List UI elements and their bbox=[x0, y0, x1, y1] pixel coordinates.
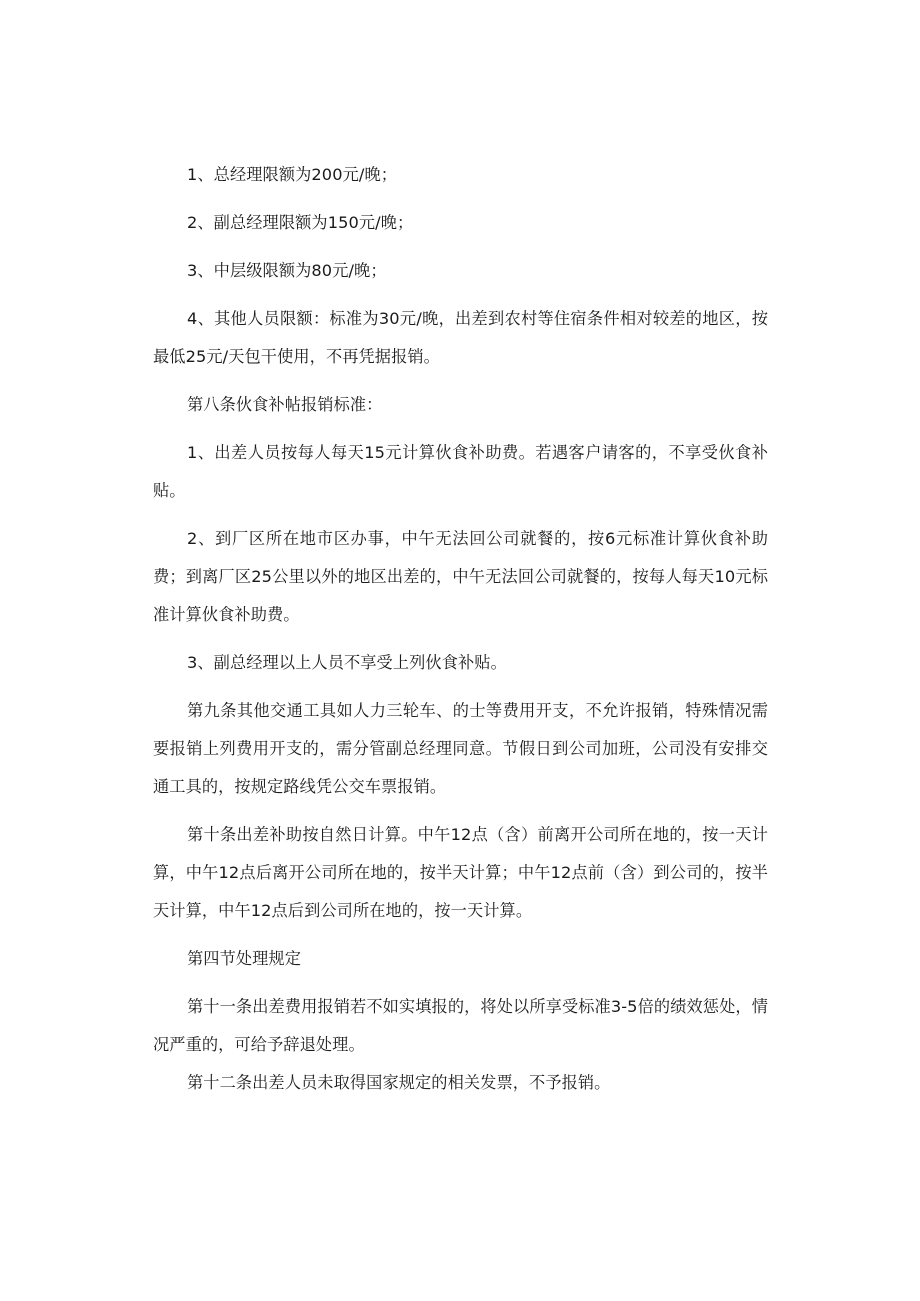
article-9-paragraph: 第九条其他交通工具如人力三轮车、的士等费用开支，不允许报销，特殊情况需要报销上列费用开支的，需分管副总经理同意。节假日到公司加班，公司没有安排交通工具的，按规定路线凭公交车票报销。 bbox=[153, 701, 768, 796]
document-body bbox=[153, 156, 768, 1112]
paragraph-limit-deputy-general-manager: 2、副总经理限额为150元/晚； bbox=[187, 213, 414, 232]
paragraph-limit-middle-level: 3、中层级限额为80元/晚； bbox=[187, 261, 387, 280]
paragraph-meal-allowance-3: 3、副总经理以上人员不享受上列伙食补贴。 bbox=[187, 653, 507, 672]
section-4-heading: 第四节处理规定 bbox=[187, 949, 302, 968]
paragraph-meal-allowance-2: 2、到厂区所在地市区办事，中午无法回公司就餐的，按6元标准计算伙食补助费；到离厂区25公里以外的地区出差的，中午无法回公司就餐的，按每人每天10元标准计算伙食补助费。 bbox=[153, 529, 768, 624]
article-11-paragraph: 第十一条出差费用报销若不如实填报的，将处以所享受标准3-5倍的绩效惩处，情况严重的，可给予辞退处理。 bbox=[153, 997, 768, 1054]
article-10-paragraph: 第十条出差补助按自然日计算。中午12点（含）前离开公司所在地的，按一天计算，中午12点后离开公司所在地的，按半天计算；中午12点前（含）到公司的，按半天计算，中午12点后到公司所在地的，按一天计算。 bbox=[153, 825, 768, 920]
article-8-heading: 第八条伙食补帖报销标准： bbox=[187, 395, 383, 414]
paragraph-limit-general-manager: 1、总经理限额为200元/晚； bbox=[187, 165, 398, 184]
paragraph-limit-other-staff: 4、其他人员限额：标准为30元/晚，出差到农村等住宿条件相对较差的地区，按最低25元/天包干使用，不再凭据报销。 bbox=[153, 309, 768, 366]
paragraph-meal-allowance-1: 1、出差人员按每人每天15元计算伙食补助费。若遇客户请客的，不享受伙食补贴。 bbox=[153, 443, 768, 500]
article-12-paragraph: 第十二条出差人员未取得国家规定的相关发票，不予报销。 bbox=[187, 1073, 611, 1092]
